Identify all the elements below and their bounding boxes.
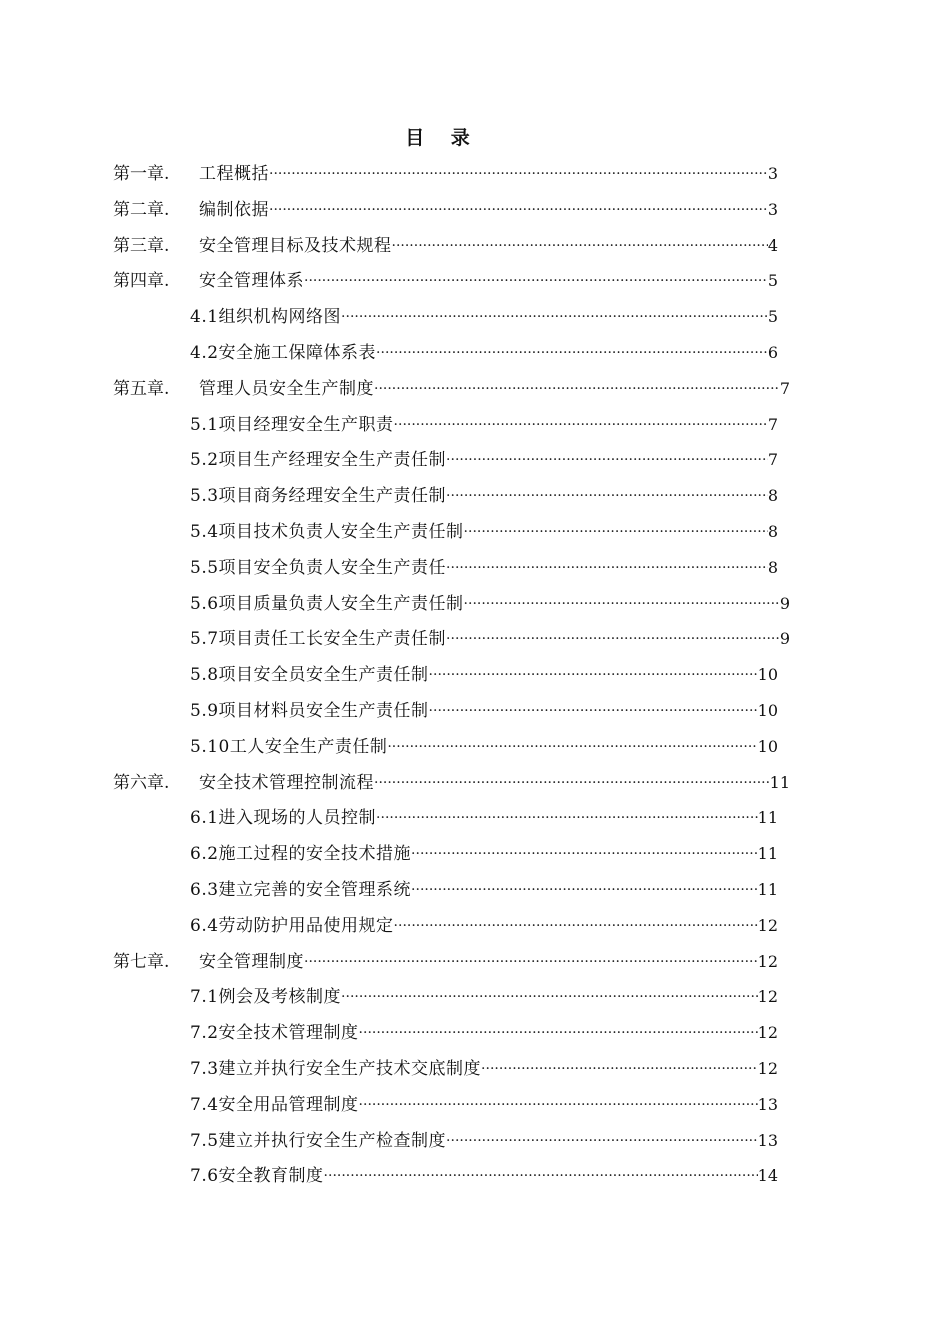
dot-leader <box>304 263 768 299</box>
entry-title: 5.2项目生产经理安全生产责任制 <box>190 450 447 471</box>
toc-chapter-entry[interactable] <box>113 944 778 980</box>
page-number: 3 <box>767 164 778 183</box>
toc-section-entry[interactable] <box>190 693 778 729</box>
page-number: 12 <box>757 1023 778 1043</box>
toc-section-entry[interactable] <box>190 586 790 622</box>
page-number: 11 <box>757 808 778 828</box>
page-number: 5 <box>767 307 778 327</box>
toc-section-entry[interactable] <box>190 550 778 586</box>
toc-section-entry[interactable] <box>190 1087 778 1123</box>
page-number: 12 <box>757 1059 778 1078</box>
entry-title: 5.1项目经理安全生产职责 <box>190 414 394 435</box>
toc-chapter-entry[interactable] <box>113 263 778 299</box>
page-number: 6 <box>767 343 778 362</box>
entry-title: 5.10工人安全生产责任制 <box>190 736 388 757</box>
entry-title: 5.5项目安全负责人安全生产责任 <box>190 557 447 578</box>
page-number: 7 <box>779 378 790 398</box>
dot-leader <box>376 800 758 836</box>
toc-section-entry[interactable] <box>190 299 778 335</box>
chapter-number: 第二章. <box>113 199 170 220</box>
entry-title: 5.7项目责任工长安全生产责任制 <box>190 629 447 650</box>
toc-section-entry[interactable] <box>190 908 778 944</box>
dot-leader <box>376 335 768 371</box>
toc-section-entry[interactable] <box>190 335 778 371</box>
chapter-number: 第五章. <box>113 378 170 399</box>
toc-section-entry[interactable] <box>190 979 778 1015</box>
toc-title: 目 录 <box>405 127 480 149</box>
entry-title: 7.3建立并执行安全生产技术交底制度 <box>190 1059 482 1079</box>
page-number: 8 <box>767 486 778 506</box>
entry-title: 5.4项目技术负责人安全生产责任制 <box>190 522 464 542</box>
dot-leader <box>269 192 768 228</box>
dot-leader <box>429 693 758 729</box>
page-number: 7 <box>767 414 778 434</box>
entry-title: 安全管理制度 <box>199 951 304 972</box>
page-number: 12 <box>757 987 778 1007</box>
dot-leader <box>359 1087 758 1123</box>
dot-leader <box>392 228 768 264</box>
toc-section-entry[interactable] <box>190 1158 778 1194</box>
dot-leader <box>394 407 768 443</box>
page-number: 11 <box>757 844 778 864</box>
dot-leader <box>429 657 758 693</box>
toc-chapter-entry[interactable] <box>113 156 778 192</box>
dot-leader <box>374 371 780 407</box>
entry-title: 管理人员安全生产制度 <box>199 378 374 399</box>
entry-title: 7.6安全教育制度 <box>190 1166 324 1187</box>
dot-leader <box>324 1158 758 1194</box>
dot-leader <box>446 550 768 586</box>
entry-title: 7.1例会及考核制度 <box>190 987 342 1008</box>
page-number: 8 <box>767 557 778 577</box>
entry-title: 5.6项目质量负责人安全生产责任制 <box>190 593 464 614</box>
page-number: 10 <box>757 736 778 756</box>
page-number: 13 <box>757 1130 778 1150</box>
dot-leader <box>304 944 758 980</box>
toc-section-entry[interactable] <box>190 729 778 765</box>
toc-chapter-entry[interactable] <box>113 228 778 264</box>
entry-title: 6.4劳动防护用品使用规定 <box>190 915 394 936</box>
page-number: 14 <box>757 1166 778 1186</box>
toc-chapter-entry[interactable] <box>113 765 790 801</box>
dot-leader <box>481 1051 758 1087</box>
toc-section-entry[interactable] <box>190 621 790 657</box>
entry-title: 6.3建立完善的安全管理系统 <box>190 880 412 900</box>
dot-leader <box>387 729 757 765</box>
page-number: 12 <box>757 915 778 935</box>
page-number: 10 <box>757 701 778 720</box>
entry-title: 5.8项目安全员安全生产责任制 <box>190 665 429 686</box>
page-number: 8 <box>767 522 778 541</box>
dot-leader <box>269 156 768 192</box>
entry-title: 4.1组织机构网络图 <box>190 307 342 328</box>
page-number: 10 <box>757 665 778 685</box>
dot-leader <box>394 908 758 944</box>
chapter-number: 第七章. <box>113 951 170 972</box>
entry-title: 安全管理目标及技术规程 <box>199 235 392 256</box>
dot-leader <box>446 621 780 657</box>
page-number: 13 <box>757 1094 778 1114</box>
toc-chapter-entry[interactable] <box>113 192 778 228</box>
toc-section-entry[interactable] <box>190 442 778 478</box>
page-number: 3 <box>767 199 778 219</box>
entry-title: 安全管理体系 <box>199 271 304 292</box>
toc-section-entry[interactable] <box>190 1051 778 1087</box>
dot-leader <box>341 299 768 335</box>
toc-section-entry[interactable] <box>190 657 778 693</box>
toc-chapter-entry[interactable] <box>113 371 790 407</box>
dot-leader <box>341 979 758 1015</box>
dot-leader <box>446 442 768 478</box>
page-number: 11 <box>757 880 778 899</box>
toc-section-entry[interactable] <box>190 514 778 550</box>
entry-title: 编制依据 <box>199 199 269 220</box>
page-number: 7 <box>767 450 778 470</box>
chapter-number: 第六章. <box>113 772 170 793</box>
toc-section-entry[interactable] <box>190 478 778 514</box>
dot-leader <box>464 586 780 622</box>
chapter-number: 第四章. <box>113 271 170 292</box>
entry-title: 6.2施工过程的安全技术措施 <box>190 844 412 865</box>
entry-title: 7.5建立并执行安全生产检查制度 <box>190 1130 447 1151</box>
toc-section-entry[interactable] <box>190 836 778 872</box>
entry-title: 4.2安全施工保障体系表 <box>190 343 377 363</box>
page-number: 12 <box>757 951 778 971</box>
entry-title: 安全技术管理控制流程 <box>199 772 374 793</box>
page-number: 9 <box>779 593 790 613</box>
toc-section-entry[interactable] <box>190 872 778 908</box>
dot-leader <box>411 872 758 908</box>
entry-title: 7.2安全技术管理制度 <box>190 1023 359 1044</box>
chapter-number: 第三章. <box>113 235 170 256</box>
entry-title: 5.3项目商务经理安全生产责任制 <box>190 486 447 507</box>
toc-section-entry[interactable] <box>190 1123 778 1159</box>
page-number: 5 <box>767 271 778 291</box>
toc-section-entry[interactable] <box>190 800 778 836</box>
dot-leader <box>446 1123 758 1159</box>
page-number: 9 <box>779 629 790 649</box>
dot-leader <box>374 765 770 801</box>
entry-title: 5.9项目材料员安全生产责任制 <box>190 701 429 721</box>
toc-section-entry[interactable] <box>190 407 778 443</box>
toc-section-entry[interactable] <box>190 1015 778 1051</box>
dot-leader <box>411 836 758 872</box>
chapter-number: 第一章. <box>113 164 170 184</box>
dot-leader <box>446 478 768 514</box>
dot-leader <box>464 514 768 550</box>
entry-title: 6.1进入现场的人员控制 <box>190 808 377 829</box>
page-number: 11 <box>769 772 790 792</box>
dot-leader <box>359 1015 758 1051</box>
entry-title: 工程概括 <box>199 164 269 184</box>
page-number: 4 <box>767 235 778 255</box>
entry-title: 7.4安全用品管理制度 <box>190 1094 359 1115</box>
